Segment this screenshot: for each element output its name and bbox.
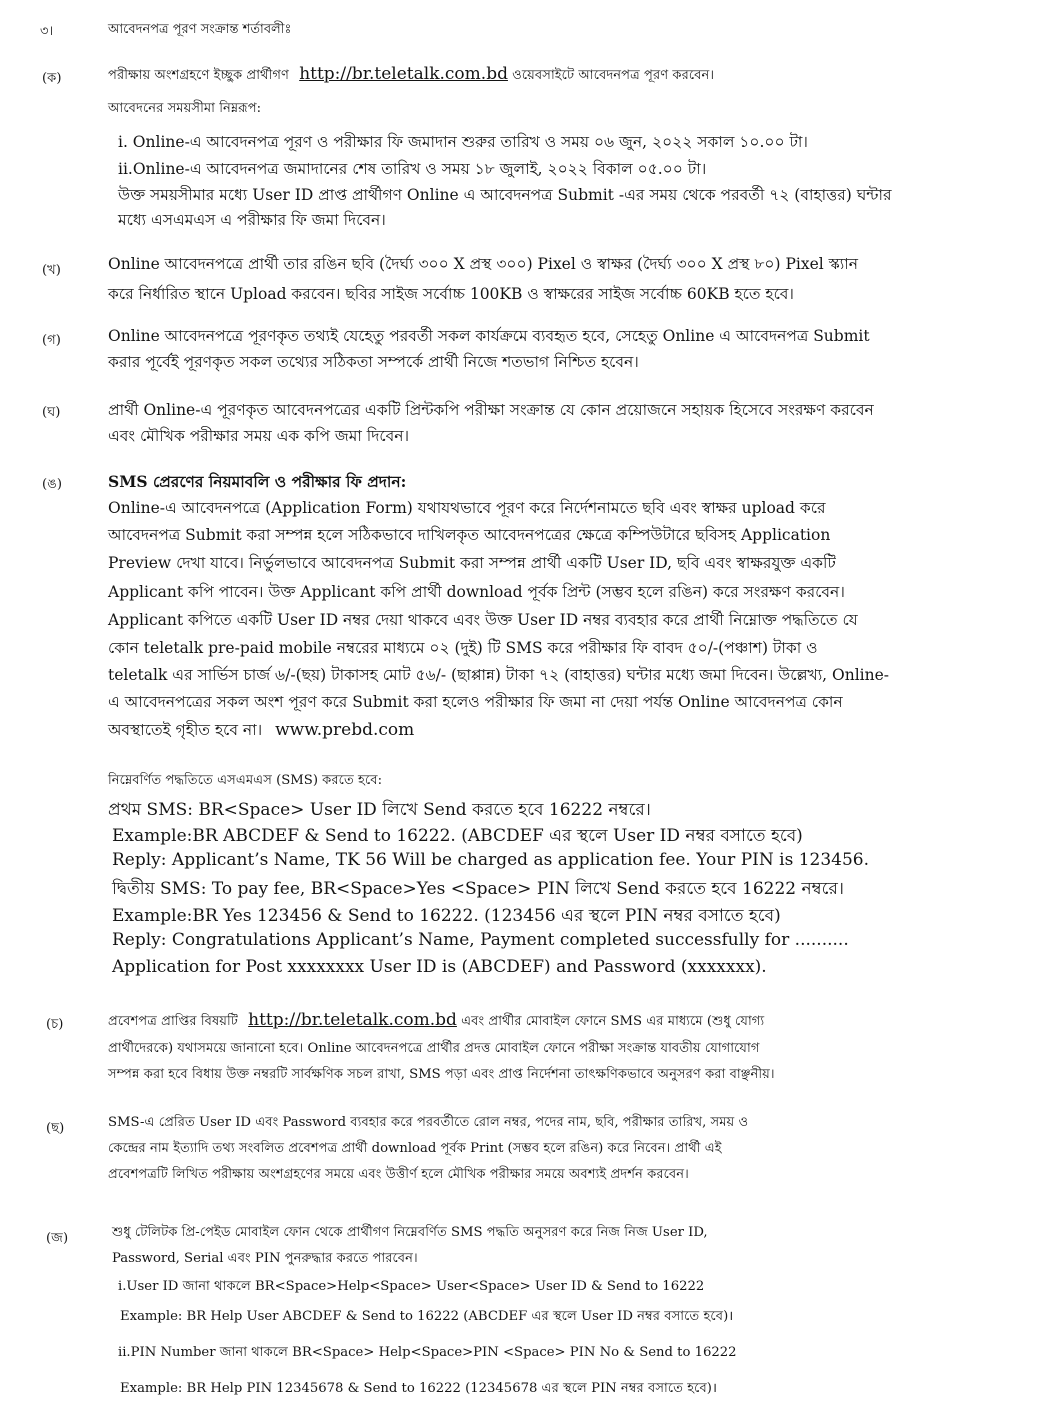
item-ja-line3: i.User ID জানা থাকলে BR<Space>Help<Space> User<Space> User ID & Send to 16222 — [118, 1279, 705, 1294]
item-cha-line1 — [108, 1010, 764, 1033]
item-uma-line2: Online-এ আবেদনপত্রে (Application Form) যথাযথভাবে পূরণ করে নির্দেশনামতে ছবি এবং স্বাক্ষর upload করে — [108, 499, 826, 517]
item-ka-line1 — [108, 64, 714, 87]
item-chha-line1: SMS-এ প্রেরিত User ID এবং Password ব্যবহার করে পরবর্তীতে রোল নম্বর, পদের নাম, ছবি, পরীক্ষার তারিখ, সময় ও — [108, 1115, 749, 1130]
sms-second-reply-2: Application for Post xxxxxxxx User ID is (ABCDEF) and Password (xxxxxxx). — [112, 957, 767, 977]
item-label-chha: (ছ) — [46, 1121, 65, 1136]
item-uma-line10-pre: অবস্থাতেই গৃহীত হবে না। — [108, 721, 263, 739]
item-label-cha: (চ) — [46, 1017, 64, 1032]
sms-heading: নিম্নেবর্ণিত পদ্ধতিতে এসএমএস (SMS) করতে হবে: — [108, 773, 383, 788]
item-cha-line1-post: এবং প্রার্থীর মোবাইল ফোনে SMS এর মাধ্যমে (শুধু যোগ্য — [461, 1014, 765, 1029]
item-ka-line1-post: ওয়েবসাইটে আবেদনপত্র পূরণ করবেন। — [512, 68, 715, 83]
item-ka-line5: উক্ত সময়সীমার মধ্যে User ID প্রাপ্ত প্রার্থীগণ Online এ আবেদনপত্র Submit -এর সময় থেকে পরবর্তী ৭২ (বাহাত্তর) ঘন্টার — [118, 186, 892, 204]
sms-second-example: Example:BR Yes 123456 & Send to 16222. (123456 এর স্থলে PIN নম্বর বসাতে হবে) — [112, 906, 781, 926]
item-ja-line4: Example: BR Help User ABCDEF & Send to 16222 (ABCDEF এর স্থলে User ID নম্বর বসাতে হবে)। — [120, 1309, 734, 1324]
item-label-uma: (ঙ) — [42, 477, 62, 492]
item-ja-line1: শুধু টেলিটক প্রি-পেইড মোবাইল ফোন থেকে প্রার্থীগণ নিম্নেবর্ণিত SMS পদ্ধতি অনুসরণ করে নিজ নিজ User ID, — [112, 1225, 708, 1240]
item-uma-line3: আবেদনপত্র Submit করা সম্পন্ন হলে সঠিকভাবে দাখিলকৃত আবেদনপত্রের ক্ষেত্রে কম্পিউটারে ছবিসহ Application — [108, 526, 831, 544]
item-kha-line1: Online আবেদনপত্রে প্রার্থী তার রঙিন ছবি (দৈর্ঘ্য ৩০০ X প্রস্থ ৩০০) Pixel ও স্বাক্ষর (দৈর্ঘ্য ৩০০ X প্রস্থ ৮০) Pixel স্ক্যান — [108, 255, 859, 273]
item-label-ga: (গ) — [42, 333, 61, 348]
item-ja-line5: ii.PIN Number জানা থাকলে BR<Space> Help<Space>PIN <Space> PIN No & Send to 16222 — [118, 1345, 737, 1360]
sms-first-example: Example:BR ABCDEF & Send to 16222. (ABCDEF এর স্থলে User ID নম্বর বসাতে হবে) — [112, 826, 803, 846]
watermark-url: www.prebd.com — [275, 720, 415, 740]
item-uma-line5: Applicant কপি পাবেন। উক্ত Applicant কপি প্রার্থী download পূর্বক প্রিন্ট (সম্ভব হলে রঙিন) করে সংরক্ষণ করবেন। — [108, 583, 845, 601]
item-ja-line2: Password, Serial এবং PIN পুনরুদ্ধার করতে পারবেন। — [112, 1251, 418, 1266]
item-cha-line3: সম্পন্ন করা হবে বিধায় উক্ত নম্বরটি সার্বক্ষণিক সচল রাখা, SMS পড়া এবং প্রাপ্ত নির্দেশনা তাৎক্ষণিকভাবে অনুসরণ করা বাঞ্ছনীয়। — [108, 1067, 775, 1082]
sms-first: প্রথম SMS: BR<Space> User ID লিখে Send করতে হবে 16222 নম্বরে। — [108, 800, 651, 820]
item-uma-line10 — [108, 718, 414, 744]
item-label-ja: (জ) — [46, 1231, 69, 1246]
sms-second: দ্বিতীয় SMS: To pay fee, BR<Space>Yes <Space> PIN লিখে Send করতে হবে 16222 নম্বরে। — [112, 879, 844, 899]
item-ka-line2: আবেদনের সময়সীমা নিম্নরূপ: — [108, 101, 262, 116]
item-label-kha: (খ) — [42, 263, 61, 278]
item-label-ka: (ক) — [42, 71, 62, 86]
item-ja-line6: Example: BR Help PIN 12345678 & Send to 16222 (12345678 এর স্থলে PIN নম্বর বসাতে হবে)। — [120, 1381, 717, 1396]
item-ka-line6: মধ্যে এসএমএস এ পরীক্ষার ফি জমা দিবেন। — [118, 211, 386, 229]
item-label-gha: (ঘ) — [42, 405, 61, 420]
item-kha-line2: করে নির্ধারিত স্থানে Upload করবেন। ছবির সাইজ সর্বোচ্চ 100KB ও স্বাক্ষরের সাইজ সর্বোচ্চ 60KB হতে হবে। — [108, 285, 794, 303]
item-chha-line3: প্রবেশপত্রটি লিখিত পরীক্ষায় অংশগ্রহণের সময়ে এবং উত্তীর্ণ হলে মৌখিক পরীক্ষার সময়ে অবশ্যই প্রদর্শন করবেন। — [108, 1167, 689, 1182]
sms-second-reply: Reply: Congratulations Applicant’s Name, Payment completed successfully for .......... — [112, 930, 849, 950]
item-uma-line4: Preview দেখা যাবে। নির্ভুলভাবে আবেদনপত্র Submit করা সম্পন্ন প্রার্থী একটি User ID, ছবি এবং স্বাক্ষরযুক্ত একটি — [108, 554, 836, 572]
item-gha-line1: প্রার্থী Online-এ পূরণকৃত আবেদনপত্রের একটি প্রিন্টকপি পরীক্ষা সংক্রান্ত যে কোন প্রয়োজনে সহায়ক হিসেবে সংরক্ষণ করবেন — [108, 401, 874, 419]
section-number: ৩। — [40, 24, 54, 39]
item-cha-line2: প্রার্থীদেরকে) যথাসময়ে জানানো হবে। Online আবেদনপত্রে প্রার্থীর প্রদত্ত মোবাইল ফোনে পরীক্ষা সংক্রান্ত যাবতীয় যোগাযোগ — [108, 1041, 760, 1056]
item-gha-line2: এবং মৌখিক পরীক্ষার সময় এক কপি জমা দিবেন। — [108, 427, 410, 445]
item-cha-line1-pre: প্রবেশপত্র প্রাপ্তির বিষয়টি — [108, 1014, 238, 1029]
item-uma-line1: SMS প্রেরণের নিয়মাবলি ও পরীক্ষার ফি প্রদান: — [108, 472, 407, 491]
item-uma-line9: এ আবেদনপত্রের সকল অংশ পূরণ করে Submit করা হলেও পরীক্ষার ফি জমা না দেয়া পর্যন্ত Online আবেদনপত্র কোন — [108, 693, 843, 711]
item-uma-line8: teletalk এর সার্ভিস চার্জ ৬/-(ছয়) টাকাসহ মোট ৫৬/- (ছাপ্পান্ন) টাকা ৭২ (বাহাত্তর) ঘন্টার মধ্যে জমা দিবেন। উল্লেখ্য, Online- — [108, 666, 890, 684]
sms-first-reply: Reply: Applicant’s Name, TK 56 Will be charged as application fee. Your PIN is 123456. — [112, 850, 869, 870]
item-ka-line4: ii.Online-এ আবেদনপত্র জমাদানের শেষ তারিখ ও সময় ১৮ জুলাই, ২০২২ বিকাল ০৫.০০ টা। — [118, 160, 707, 178]
item-ga-line2: করার পূর্বেই পূরণকৃত সকল তথ্যের সঠিকতা সম্পর্কে প্রার্থী নিজে শতভাগ নিশ্চিত হবেন। — [108, 353, 639, 371]
teletalk-link[interactable]: http://br.teletalk.com.bd — [299, 64, 508, 84]
item-uma-line6: Applicant কপিতে একটি User ID নম্বর দেয়া থাকবে এবং উক্ত User ID নম্বর ব্যবহার করে প্রার্থী নিম্নোক্ত পদ্ধতিতে যে — [108, 611, 858, 629]
item-chha-line2: কেন্দ্রের নাম ইত্যাদি তথ্য সংবলিত প্রবেশপত্র প্রার্থী download পূর্বক Print (সম্ভব হলে রঙিন) করে নিবেন। প্রার্থী এই — [108, 1141, 722, 1156]
item-ka-line3: i. Online-এ আবেদনপত্র পূরণ ও পরীক্ষার ফি জমাদান শুরুর তারিখ ও সময় ০৬ জুন, ২০২২ সকাল ১০.০০ টা। — [118, 133, 808, 151]
item-uma-line7: কোন teletalk pre-paid mobile নম্বরের মাধ্যমে ০২ (দুই) টি SMS করে পরীক্ষার ফি বাবদ ৫০/-(পঞ্চাশ) টাকা ও — [108, 639, 818, 657]
item-ka-line1-pre: পরীক্ষায় অংশগ্রহণে ইচ্ছুক প্রার্থীগণ — [108, 68, 289, 83]
teletalk-link-2[interactable]: http://br.teletalk.com.bd — [248, 1010, 457, 1030]
item-ga-line1: Online আবেদনপত্রে পূরণকৃত তথ্যই যেহেতু পরবর্তী সকল কার্যক্রমে ব্যবহৃত হবে, সেহেতু Online এ আবেদনপত্র Submit — [108, 327, 870, 345]
section-title: আবেদনপত্র পূরণ সংক্রান্ত শর্তাবলীঃ — [108, 22, 292, 37]
